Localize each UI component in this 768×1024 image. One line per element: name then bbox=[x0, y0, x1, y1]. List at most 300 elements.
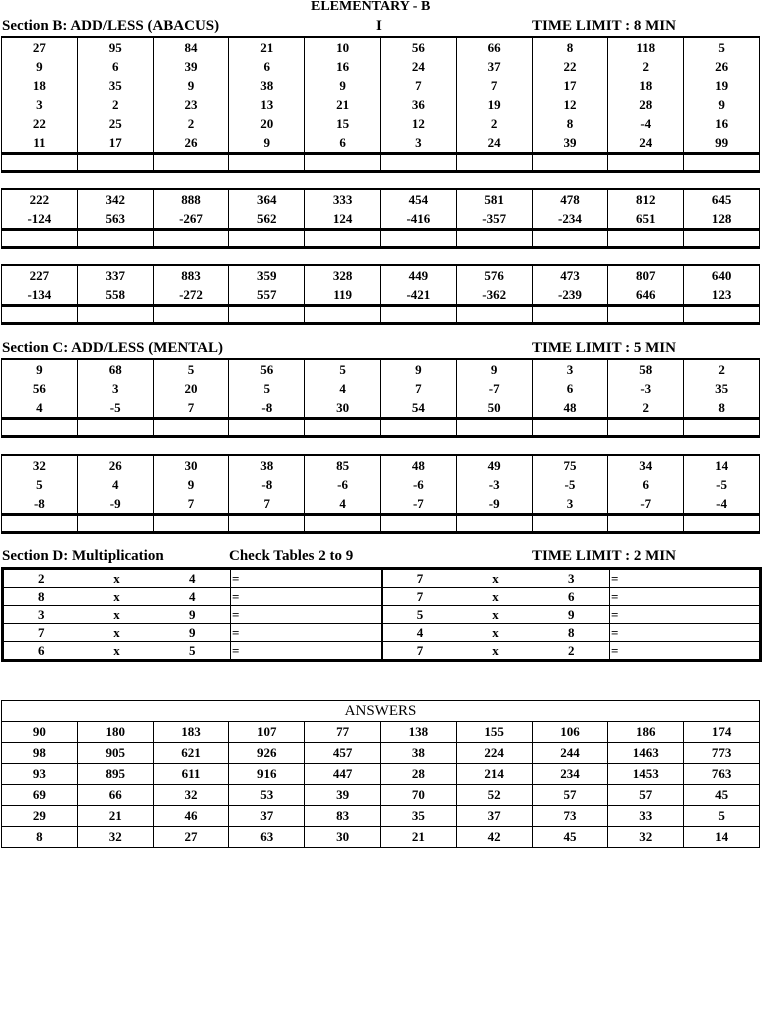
answer-box[interactable] bbox=[532, 230, 608, 248]
answer-value: 73 bbox=[532, 806, 608, 827]
section-c-title: Section C: ADD/LESS (MENTAL) bbox=[2, 340, 223, 356]
answer-value: 45 bbox=[532, 827, 608, 848]
number-cell: 883 bbox=[153, 265, 229, 285]
answer-value: 447 bbox=[305, 764, 381, 785]
number-cell: -272 bbox=[153, 285, 229, 306]
table-row bbox=[2, 57, 760, 76]
table-row bbox=[2, 285, 760, 306]
times-sign: x bbox=[79, 569, 155, 588]
number-cell: 328 bbox=[305, 265, 381, 285]
multiplier-cell: 4 bbox=[155, 588, 231, 606]
number-cell: 56 bbox=[2, 379, 78, 398]
answer-value: 5 bbox=[684, 806, 760, 827]
answer-box[interactable] bbox=[456, 306, 532, 324]
answer-value: 155 bbox=[456, 722, 532, 743]
answer-value: 28 bbox=[380, 764, 456, 785]
number-cell: 16 bbox=[305, 57, 381, 76]
number-cell: 99 bbox=[684, 133, 760, 154]
answer-row bbox=[2, 154, 760, 172]
table-row bbox=[2, 764, 760, 785]
table-row bbox=[2, 114, 760, 133]
answer-box[interactable] bbox=[684, 154, 760, 172]
number-cell: 6 bbox=[305, 133, 381, 154]
answer-box[interactable] bbox=[684, 419, 760, 437]
number-cell: 20 bbox=[229, 114, 305, 133]
answer-box[interactable] bbox=[380, 419, 456, 437]
answer-row bbox=[2, 306, 760, 324]
number-cell: 75 bbox=[532, 455, 608, 475]
number-cell: 645 bbox=[684, 189, 760, 209]
multiplication-row bbox=[3, 606, 761, 624]
number-cell: 35 bbox=[77, 76, 153, 95]
number-cell: 19 bbox=[684, 76, 760, 95]
number-cell: 84 bbox=[153, 37, 229, 57]
number-cell: 9 bbox=[2, 57, 78, 76]
number-cell: 333 bbox=[305, 189, 381, 209]
table-row bbox=[2, 359, 760, 379]
answer-box[interactable] bbox=[608, 230, 684, 248]
answer-value: 138 bbox=[380, 722, 456, 743]
multiplicand-cell: 7 bbox=[3, 624, 79, 642]
answer-value: 21 bbox=[380, 827, 456, 848]
number-cell: 9 bbox=[229, 133, 305, 154]
answer-value: 621 bbox=[153, 743, 229, 764]
number-cell: 2 bbox=[684, 359, 760, 379]
number-cell: 18 bbox=[2, 76, 78, 95]
number-cell: 5 bbox=[229, 379, 305, 398]
number-cell: 30 bbox=[305, 398, 381, 419]
number-cell: -5 bbox=[684, 475, 760, 494]
number-cell: 34 bbox=[608, 455, 684, 475]
answer-box[interactable] bbox=[532, 306, 608, 324]
answer-value: 33 bbox=[608, 806, 684, 827]
answer-box[interactable] bbox=[153, 230, 229, 248]
number-cell: 12 bbox=[532, 95, 608, 114]
number-cell: 3 bbox=[2, 95, 78, 114]
number-cell: 888 bbox=[153, 189, 229, 209]
number-cell: 7 bbox=[380, 379, 456, 398]
multiplier-cell: 9 bbox=[534, 606, 610, 624]
number-cell: 7 bbox=[380, 76, 456, 95]
section-c-block-2-grid bbox=[1, 454, 760, 534]
number-cell: 4 bbox=[77, 475, 153, 494]
answer-value: 69 bbox=[2, 785, 78, 806]
table-row bbox=[2, 455, 760, 475]
number-cell: 576 bbox=[456, 265, 532, 285]
number-cell: -357 bbox=[456, 209, 532, 230]
number-cell: 21 bbox=[229, 37, 305, 57]
number-cell: 26 bbox=[77, 455, 153, 475]
number-cell: 13 bbox=[229, 95, 305, 114]
number-cell: 5 bbox=[153, 359, 229, 379]
answer-box[interactable] bbox=[532, 515, 608, 533]
answer-value: 457 bbox=[305, 743, 381, 764]
answer-value: 52 bbox=[456, 785, 532, 806]
answer-box[interactable] bbox=[229, 306, 305, 324]
number-cell: 20 bbox=[153, 379, 229, 398]
multiplier-cell: 3 bbox=[534, 569, 610, 588]
answer-value: 39 bbox=[305, 785, 381, 806]
number-cell: 9 bbox=[153, 475, 229, 494]
answer-box[interactable] bbox=[532, 419, 608, 437]
answer-value: 186 bbox=[608, 722, 684, 743]
number-cell: 35 bbox=[684, 379, 760, 398]
answer-value: 70 bbox=[380, 785, 456, 806]
answer-box[interactable] bbox=[2, 154, 78, 172]
number-cell: 11 bbox=[2, 133, 78, 154]
answer-row bbox=[2, 419, 760, 437]
number-cell: 4 bbox=[305, 494, 381, 515]
number-cell: 2 bbox=[153, 114, 229, 133]
number-cell: 14 bbox=[684, 455, 760, 475]
answer-value: 57 bbox=[532, 785, 608, 806]
number-cell: 58 bbox=[608, 359, 684, 379]
number-cell: 563 bbox=[77, 209, 153, 230]
answer-box[interactable] bbox=[305, 306, 381, 324]
multiplication-row bbox=[3, 569, 761, 588]
answer-value: 32 bbox=[608, 827, 684, 848]
answer-box[interactable] bbox=[380, 515, 456, 533]
multiplier-cell: 5 bbox=[155, 642, 231, 661]
answer-box[interactable] bbox=[229, 154, 305, 172]
answer-box[interactable] bbox=[456, 419, 532, 437]
number-cell: 49 bbox=[456, 455, 532, 475]
answer-box[interactable] bbox=[153, 515, 229, 533]
answer-box[interactable] bbox=[77, 154, 153, 172]
number-cell: 3 bbox=[532, 359, 608, 379]
table-row bbox=[2, 133, 760, 154]
number-cell: 39 bbox=[153, 57, 229, 76]
answer-box[interactable] bbox=[684, 230, 760, 248]
multiplier-cell: 9 bbox=[155, 606, 231, 624]
answer-value: 77 bbox=[305, 722, 381, 743]
number-cell: 6 bbox=[229, 57, 305, 76]
number-cell: 478 bbox=[532, 189, 608, 209]
number-cell: 16 bbox=[684, 114, 760, 133]
answer-value: 35 bbox=[380, 806, 456, 827]
number-cell: 30 bbox=[153, 455, 229, 475]
number-cell: 364 bbox=[229, 189, 305, 209]
number-cell: 6 bbox=[77, 57, 153, 76]
answer-box[interactable] bbox=[305, 230, 381, 248]
answer-value: 8 bbox=[2, 827, 78, 848]
number-cell: -9 bbox=[77, 494, 153, 515]
number-cell: 4 bbox=[305, 379, 381, 398]
table-row bbox=[2, 475, 760, 494]
number-cell: 56 bbox=[380, 37, 456, 57]
answer-value: 90 bbox=[2, 722, 78, 743]
number-cell: 54 bbox=[380, 398, 456, 419]
answer-box[interactable] bbox=[608, 306, 684, 324]
number-cell: 227 bbox=[2, 265, 78, 285]
number-cell: 337 bbox=[77, 265, 153, 285]
number-cell: 128 bbox=[684, 209, 760, 230]
number-cell: 24 bbox=[456, 133, 532, 154]
table-row bbox=[2, 37, 760, 57]
multiplier-cell: 4 bbox=[155, 569, 231, 588]
table-row bbox=[2, 827, 760, 848]
answer-box[interactable] bbox=[305, 419, 381, 437]
answer-value: 14 bbox=[684, 827, 760, 848]
answer-value: 66 bbox=[77, 785, 153, 806]
number-cell: 8 bbox=[532, 37, 608, 57]
number-cell: 24 bbox=[380, 57, 456, 76]
section-d-subtitle: Check Tables 2 to 9 bbox=[229, 548, 354, 564]
number-cell: -134 bbox=[2, 285, 78, 306]
number-cell: 38 bbox=[229, 76, 305, 95]
section-b-title: Section B: ADD/LESS (ABACUS) bbox=[2, 18, 220, 34]
number-cell: 454 bbox=[380, 189, 456, 209]
multiplicand-cell: 6 bbox=[3, 642, 79, 661]
number-cell: 359 bbox=[229, 265, 305, 285]
number-cell: 118 bbox=[608, 37, 684, 57]
times-sign: x bbox=[458, 569, 534, 588]
answer-box[interactable] bbox=[608, 419, 684, 437]
number-cell: -8 bbox=[229, 475, 305, 494]
number-cell: 36 bbox=[380, 95, 456, 114]
number-cell: 21 bbox=[305, 95, 381, 114]
number-cell: -7 bbox=[608, 494, 684, 515]
number-cell: 2 bbox=[77, 95, 153, 114]
number-cell: -4 bbox=[608, 114, 684, 133]
multiplicand-cell: 8 bbox=[3, 588, 79, 606]
number-cell: 18 bbox=[608, 76, 684, 95]
number-cell: -7 bbox=[456, 379, 532, 398]
answer-value: 905 bbox=[77, 743, 153, 764]
number-cell: 640 bbox=[684, 265, 760, 285]
answer-value: 107 bbox=[229, 722, 305, 743]
number-cell: -239 bbox=[532, 285, 608, 306]
section-b-block-2-grid bbox=[1, 188, 760, 249]
number-cell: -6 bbox=[305, 475, 381, 494]
answer-box[interactable] bbox=[229, 419, 305, 437]
table-row bbox=[2, 494, 760, 515]
table-row bbox=[2, 398, 760, 419]
answer-row bbox=[2, 515, 760, 533]
answer-value: 46 bbox=[153, 806, 229, 827]
number-cell: 19 bbox=[456, 95, 532, 114]
answer-value: 42 bbox=[456, 827, 532, 848]
answer-value: 174 bbox=[684, 722, 760, 743]
number-cell: 39 bbox=[532, 133, 608, 154]
multiplicand-cell: 7 bbox=[382, 588, 458, 606]
number-cell: 342 bbox=[77, 189, 153, 209]
answer-value: 926 bbox=[229, 743, 305, 764]
answer-value: 45 bbox=[684, 785, 760, 806]
answer-box[interactable] bbox=[77, 306, 153, 324]
answer-box[interactable] bbox=[2, 306, 78, 324]
section-b-block-1-grid bbox=[1, 36, 760, 173]
answer-box[interactable]: = bbox=[610, 606, 761, 624]
answer-box[interactable] bbox=[456, 154, 532, 172]
answer-box[interactable]: = bbox=[231, 569, 382, 588]
answer-box[interactable]: = bbox=[231, 606, 382, 624]
answer-box[interactable]: = bbox=[231, 624, 382, 642]
number-cell: 9 bbox=[684, 95, 760, 114]
page-title: ELEMENTARY - B bbox=[311, 0, 431, 14]
answer-box[interactable]: = bbox=[231, 642, 382, 661]
answers-heading: ANSWERS bbox=[2, 701, 760, 722]
number-cell: 66 bbox=[456, 37, 532, 57]
answer-box[interactable] bbox=[380, 154, 456, 172]
answer-box[interactable] bbox=[77, 419, 153, 437]
multiplicand-cell: 7 bbox=[382, 642, 458, 661]
answer-value: 29 bbox=[2, 806, 78, 827]
answer-value: 763 bbox=[684, 764, 760, 785]
number-cell: 6 bbox=[532, 379, 608, 398]
number-cell: 10 bbox=[305, 37, 381, 57]
answer-box[interactable] bbox=[77, 230, 153, 248]
answer-value: 234 bbox=[532, 764, 608, 785]
answer-box[interactable] bbox=[2, 230, 78, 248]
answer-value: 93 bbox=[2, 764, 78, 785]
number-cell: 56 bbox=[229, 359, 305, 379]
number-cell: 3 bbox=[77, 379, 153, 398]
table-row bbox=[2, 265, 760, 285]
answer-box[interactable] bbox=[2, 419, 78, 437]
number-cell: 32 bbox=[2, 455, 78, 475]
answer-box[interactable]: = bbox=[610, 642, 761, 661]
multiplier-cell: 8 bbox=[534, 624, 610, 642]
answer-value: 773 bbox=[684, 743, 760, 764]
answer-box[interactable] bbox=[77, 515, 153, 533]
number-cell: 25 bbox=[77, 114, 153, 133]
answer-value: 244 bbox=[532, 743, 608, 764]
answer-value: 106 bbox=[532, 722, 608, 743]
number-cell: 123 bbox=[684, 285, 760, 306]
number-cell: -8 bbox=[229, 398, 305, 419]
number-cell: 119 bbox=[305, 285, 381, 306]
number-cell: 2 bbox=[456, 114, 532, 133]
table-row bbox=[2, 209, 760, 230]
answer-box[interactable] bbox=[153, 306, 229, 324]
number-cell: -124 bbox=[2, 209, 78, 230]
number-cell: 26 bbox=[153, 133, 229, 154]
number-cell: 5 bbox=[684, 37, 760, 57]
answer-value: 224 bbox=[456, 743, 532, 764]
number-cell: -234 bbox=[532, 209, 608, 230]
multiplier-cell: 6 bbox=[534, 588, 610, 606]
answer-box[interactable] bbox=[380, 230, 456, 248]
answer-value: 37 bbox=[229, 806, 305, 827]
number-cell: 3 bbox=[380, 133, 456, 154]
answer-value: 27 bbox=[153, 827, 229, 848]
times-sign: x bbox=[458, 588, 534, 606]
number-cell: 9 bbox=[2, 359, 78, 379]
table-row bbox=[2, 743, 760, 764]
answer-box[interactable] bbox=[684, 515, 760, 533]
answer-box[interactable] bbox=[380, 306, 456, 324]
times-sign: x bbox=[79, 606, 155, 624]
table-row bbox=[2, 806, 760, 827]
section-b-block-3-grid bbox=[1, 264, 760, 325]
times-sign: x bbox=[79, 624, 155, 642]
section-d-time-limit: TIME LIMIT : 2 MIN bbox=[532, 548, 676, 564]
number-cell: -3 bbox=[456, 475, 532, 494]
answer-box[interactable] bbox=[153, 154, 229, 172]
number-cell: 48 bbox=[532, 398, 608, 419]
answer-box[interactable] bbox=[153, 419, 229, 437]
number-cell: -8 bbox=[2, 494, 78, 515]
number-cell: 7 bbox=[153, 494, 229, 515]
answer-box[interactable] bbox=[532, 154, 608, 172]
number-cell: 5 bbox=[305, 359, 381, 379]
number-cell: 6 bbox=[608, 475, 684, 494]
number-cell: 5 bbox=[2, 475, 78, 494]
answer-box[interactable] bbox=[2, 515, 78, 533]
answer-value: 214 bbox=[456, 764, 532, 785]
answer-box[interactable]: = bbox=[610, 588, 761, 606]
times-sign: x bbox=[79, 588, 155, 606]
answer-box[interactable] bbox=[608, 154, 684, 172]
number-cell: 27 bbox=[2, 37, 78, 57]
table-row bbox=[2, 76, 760, 95]
answer-box[interactable] bbox=[305, 154, 381, 172]
answer-box[interactable] bbox=[229, 515, 305, 533]
number-cell: 581 bbox=[456, 189, 532, 209]
number-cell: 124 bbox=[305, 209, 381, 230]
number-cell: 95 bbox=[77, 37, 153, 57]
times-sign: x bbox=[79, 642, 155, 661]
table-row bbox=[2, 95, 760, 114]
answer-value: 916 bbox=[229, 764, 305, 785]
answer-box[interactable] bbox=[684, 306, 760, 324]
number-cell: -6 bbox=[380, 475, 456, 494]
number-cell: 28 bbox=[608, 95, 684, 114]
multiplier-cell: 2 bbox=[534, 642, 610, 661]
table-row bbox=[2, 189, 760, 209]
multiplicand-cell: 5 bbox=[382, 606, 458, 624]
number-cell: 15 bbox=[305, 114, 381, 133]
section-d-title: Section D: Multiplication bbox=[2, 548, 164, 564]
answer-box[interactable]: = bbox=[610, 624, 761, 642]
number-cell: 646 bbox=[608, 285, 684, 306]
number-cell: 50 bbox=[456, 398, 532, 419]
answer-value: 37 bbox=[456, 806, 532, 827]
number-cell: 9 bbox=[305, 76, 381, 95]
answer-box[interactable]: = bbox=[610, 569, 761, 588]
number-cell: 22 bbox=[2, 114, 78, 133]
number-cell: 473 bbox=[532, 265, 608, 285]
number-cell: 37 bbox=[456, 57, 532, 76]
number-cell: 23 bbox=[153, 95, 229, 114]
number-cell: -421 bbox=[380, 285, 456, 306]
answer-box[interactable]: = bbox=[231, 588, 382, 606]
section-c-block-1-grid bbox=[1, 358, 760, 438]
number-cell: -7 bbox=[380, 494, 456, 515]
answer-value: 53 bbox=[229, 785, 305, 806]
times-sign: x bbox=[458, 606, 534, 624]
number-cell: 4 bbox=[2, 398, 78, 419]
answer-box[interactable] bbox=[608, 515, 684, 533]
answer-value: 30 bbox=[305, 827, 381, 848]
number-cell: 8 bbox=[684, 398, 760, 419]
answer-value: 180 bbox=[77, 722, 153, 743]
multiplication-grid bbox=[1, 567, 762, 662]
multiplication-row bbox=[3, 642, 761, 661]
table-row bbox=[2, 379, 760, 398]
answer-row bbox=[2, 230, 760, 248]
answer-value: 63 bbox=[229, 827, 305, 848]
answer-box[interactable] bbox=[229, 230, 305, 248]
number-cell: 22 bbox=[532, 57, 608, 76]
answer-box[interactable] bbox=[305, 515, 381, 533]
number-cell: 85 bbox=[305, 455, 381, 475]
answer-box[interactable] bbox=[456, 230, 532, 248]
answer-box[interactable] bbox=[456, 515, 532, 533]
number-cell: 48 bbox=[380, 455, 456, 475]
section-b-level: I bbox=[376, 18, 382, 34]
